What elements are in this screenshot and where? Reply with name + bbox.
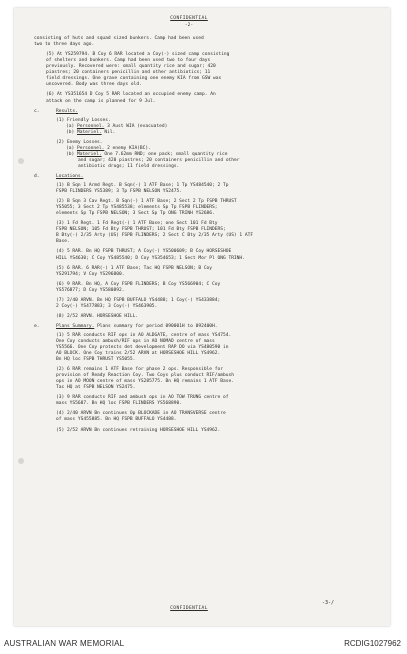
section-label: c. bbox=[34, 108, 40, 114]
list-item: (4) 2/40 ARVN Bn continues Op BLOCKADE in AO TRANSVERSE centre of mass YS455885. Bn HQ FSPB BUFFALO YS4488. bbox=[56, 411, 226, 423]
paragraph-6: (6) At YS351654 D Coy 5 RAR located an occupied enemy camp. An attack on the camp is planned for 9 Jul. bbox=[46, 92, 216, 104]
page-number: -2- bbox=[184, 23, 194, 29]
friendly-losses: (1) Friendly Losses. (a) Personnel. 3 Aust WIA (evacuated) (b) Materiel. Nil. bbox=[56, 117, 168, 135]
next-page-marker: -3-/ bbox=[322, 600, 335, 606]
paragraph-5: (5) At YS259794. B Coy 6 RAR located a Coy(-) sized camp consisting of shelters and bunkers. Camp had been used two to four days previously. Recovered were: small quantity rice and sugar; 420 piastres; 20 containers penicillin and other antibiotics; 11 field dressings. One grave containing one enemy KIA from GSW was uncovered. Body was three days old. bbox=[46, 52, 230, 88]
list-item: (6) 9 RAR. Bn HQ, A Coy FSPB FLINDERS; B Coy YS566904; C Coy YS576877; D Coy YS580892. bbox=[56, 281, 221, 293]
section-locations bbox=[34, 174, 344, 180]
document-body bbox=[34, 14, 344, 438]
list-item: (8) 2/52 ARVN. HORSESHOE HILL. bbox=[56, 313, 139, 319]
archive-id: RCDIG1027962 bbox=[344, 639, 401, 648]
plans-list bbox=[34, 333, 344, 434]
list-item: (5) 2/52 ARVN Bn continues retraining HORSESHOE HILL YS4962. bbox=[56, 427, 221, 433]
list-item: (4) 5 RAR. Bn HQ FSPB THRUST; A Coy(-) YS500609; B Coy HORSESHOE HILL YS4630; C Coy YS485540; D Coy YS354653; 1 Sect Mor Pl ONG TRINH. bbox=[56, 249, 245, 261]
list-item: (3) 9 RAR conducts RIF and ambush ops in AO TOW TRUNG centre of mass YS5687. Bn HQ loc FSPB FLINDERS YS568890. bbox=[56, 395, 229, 407]
archive-footer bbox=[0, 632, 407, 654]
list-item: (1) B Sqn 1 Armd Regt. B Sqn(-) 1 ATF Base; 1 Tp YS484540; 2 Tp FSPB FLINDERS YS5389; 3 Tp FSPB NELSON YS2475. bbox=[56, 183, 229, 195]
enemy-losses: (2) Enemy Losses. (a) Personnel. 2 enemy KIA(BC). (b) Materiel. One 7.62mm RND; one pack; small quantity rice and sugar; 420 piastres; 20 containers penicillin and other antibiotic drugs; 11 field dressings. bbox=[56, 139, 240, 169]
classification-footer: CONFIDENTIAL bbox=[170, 606, 208, 611]
section-label: e. bbox=[34, 323, 40, 329]
archive-name: AUSTRALIAN WAR MEMORIAL bbox=[4, 639, 125, 648]
list-item: (7) 2/40 ARVN. Bn HQ FSPB BUFFALO YS4488; 1 Coy(-) YS433884; 2 Coy(-) YS477883; 3 Coy(-) YS463905. bbox=[56, 297, 221, 309]
section-plans bbox=[34, 324, 344, 330]
punch-hole bbox=[18, 158, 24, 164]
intro-paragraph: consisting of huts and squad sized bunkers. Camp had been used two to three days ago. bbox=[34, 36, 204, 48]
section-label: d. bbox=[34, 173, 40, 179]
punch-hole bbox=[18, 458, 24, 464]
locations-list bbox=[34, 183, 344, 320]
plans-intro: Plans summary for period 090001H to 092400H. bbox=[94, 323, 218, 329]
list-item: (1) 5 RAR conducts RIF ops in AO ALDGATE, centre of mass YS4754. One Coy conducts ambush/RIF ops in AO NOMAD centre of mass YS5566. One Coy protects det development RAP DO via YS480590 in AO BLOCK. One Coy trains 2/52 ARVN at HORSESHOE HILL YS4962. Bn HQ loc FSPB THRUST YS5055. bbox=[56, 332, 232, 363]
section-title: Plans Summary. bbox=[56, 323, 95, 329]
list-item: (5) 6 RAR. 6 RAR(-) 1 ATF Base; Tac HQ FSPB NELSON; B Coy YS291794; V Coy YS296800. bbox=[56, 265, 213, 277]
list-item: (2) B Sqn 3 Cav Regt. B Sqn(-) 1 ATF Base; 2 Sect 2 Tp FSPB THRUST YS5055; 3 Sect 2 Tp YS485538; elements Sp Tp FSPB FLINDERS; elements Sp Tp FSPB NELSON; 3 Sect Sp Tp ONG TRINH YS2686. bbox=[56, 199, 237, 217]
section-title: Locations. bbox=[56, 173, 84, 179]
section-results bbox=[34, 109, 344, 115]
section-title: Results. bbox=[56, 108, 78, 114]
list-item: (2) 6 RAR remains 1 ATF Base for phase 2 ops. Responsible for provision of Ready Reaction Coy. Two Coys plus conduct RIF/ambush ops in AO MOON centre of mass YS285775. Bn HQ remains 1 ATF Base. Tac HQ at FSPB NELSON YS2475. bbox=[56, 367, 234, 391]
list-item: (3) 1 Fd Regt. 1 Fd Regt(-) 1 ATF Base; one Sect 101 Fd Bty FSPB NELSON; 105 Fd Bty FSPB THRUST; 101 Fd Bty FSPB FLINDERS; B Bty(-) 2/35 Arty (US) FSPB FLINDERS; 2 Sect C Bty 2/35 Arty (US) 1 ATF Base. bbox=[56, 221, 254, 245]
classification-header: CONFIDENTIAL bbox=[170, 16, 208, 21]
